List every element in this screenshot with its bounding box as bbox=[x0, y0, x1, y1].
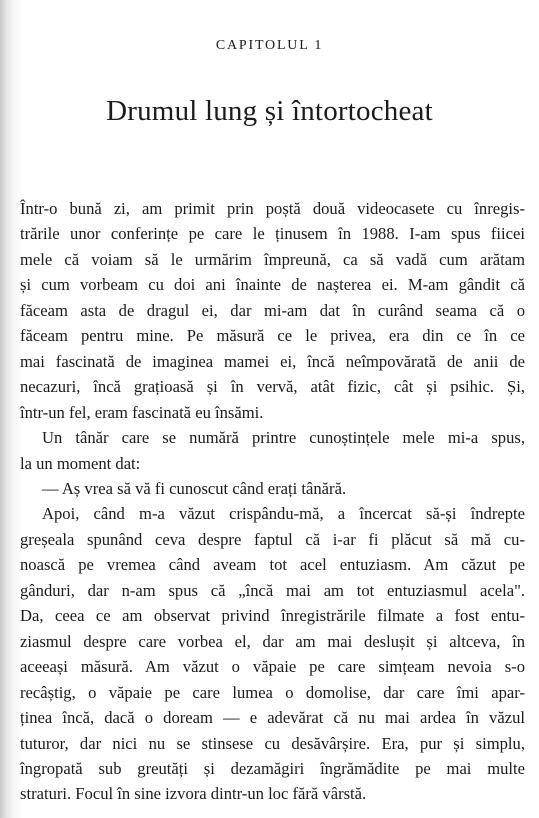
text-line: mele că voiam să le urmărim împreună, ca să vadă cum arătam bbox=[20, 249, 525, 269]
text-line: ținea încă, dacă o doream — e adevărat că nu mai ardea în văzul bbox=[20, 708, 525, 728]
chapter-label: CAPITOLUL 1 bbox=[215, 38, 324, 53]
text-line: Da, ceea ce am observat privind înregistrările filmate a fost entu- bbox=[20, 606, 525, 626]
text-line: Apoi, când m-a văzut crispându-mă, a încercat să-și îndrepte bbox=[42, 504, 525, 524]
text-line: la un moment dat: bbox=[20, 453, 141, 473]
text-line: îngropată sub greutăți și dezamăgiri îngrămădite pe mai multe bbox=[20, 758, 525, 778]
text-line: greșeala spunând ceva despre faptul că i-ar fi plăcut să mă cu- bbox=[20, 529, 525, 549]
chapter-title: Drumul lung și întortocheat bbox=[106, 95, 433, 127]
text-line: tuturor, dar nici nu se stinsese cu desăvârșire. Era, pur și simplu, bbox=[20, 733, 525, 753]
text-line: făceam asta de dragul ei, dar mi-am dat în curând seama că o bbox=[20, 300, 525, 320]
text-line: trările unor conferințe pe care le ținusem în 1988. I-am spus fiicei bbox=[20, 224, 525, 244]
text-line: noască pe vremea când aveam tot acel entuziasm. Am căzut pe bbox=[20, 555, 525, 575]
text-line: necazuri, încă grațioasă și în vervă, atât fizic, cât și psihic. Și, bbox=[20, 377, 525, 397]
text-line: făceam pentru mine. Pe măsură ce le privea, era din ce în ce bbox=[20, 326, 525, 346]
text-line: straturi. Focul în sine izvora dintr-un loc fără vârstă. bbox=[20, 784, 367, 804]
text-line: și cum vorbeam cu doi ani înainte de nașterea ei. M-am gândit că bbox=[20, 275, 525, 295]
text-line: — Aș vrea să vă fi cunoscut când erați tânără. bbox=[42, 478, 347, 498]
text-line: Într-o bună zi, am primit prin poștă două videocasete cu înregis- bbox=[20, 199, 525, 218]
text-line: aceeași măsură. Am văzut o văpaie pe care simțeam nevoia s-o bbox=[20, 657, 525, 677]
chapter-body-text bbox=[20, 196, 525, 807]
text-line: mai fascinată de imaginea mamei ei, încă neîmpovărată de anii de bbox=[20, 351, 525, 371]
text-line: Un tânăr care se numără printre cunoștințele mele mi-a spus, bbox=[42, 428, 525, 448]
text-line: recâștig, o văpaie pe care lumea o domolise, dar care îmi apar- bbox=[20, 682, 525, 702]
text-line: într-un fel, eram fascinată eu însămi. bbox=[20, 402, 264, 422]
text-line: gânduri, dar n-am spus că „încă mai am tot entuziasmul acela". bbox=[20, 580, 525, 600]
text-line: ziasmul despre care vorbea el, dar am mai deslușit și altceva, în bbox=[20, 631, 525, 651]
